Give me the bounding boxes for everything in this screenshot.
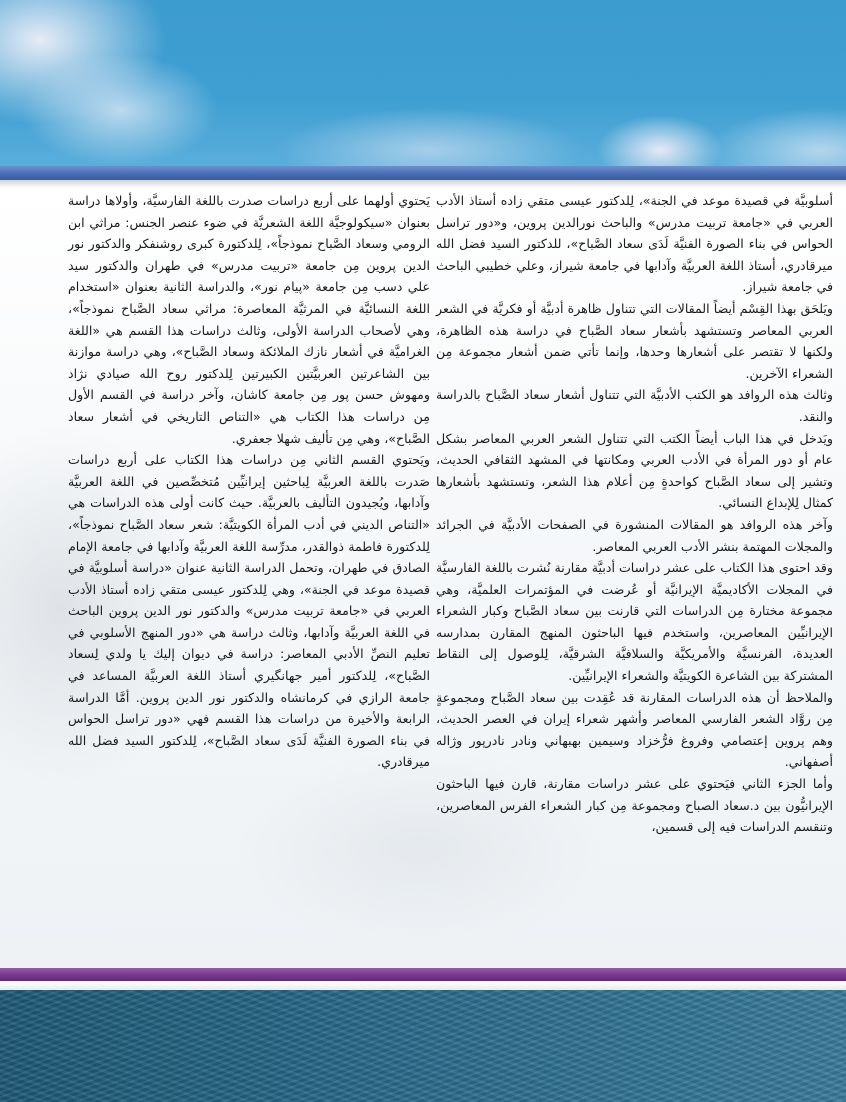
paragraph: والملاحظ أن هذه الدراسات المقارنة قد عُقِدت بين سعاد الصَّباح ومجموعةٍ مِن روَّاد الشعر الفارسي المعاصر وأشهر شعراء إيران في العصر الحديث، وهم پروين إعتصامي وفروغ فرُّخزاد وسيمين بهبهاني ونادر نادرپور وژاله أصفهاني. <box>436 689 833 770</box>
article-column-left <box>68 190 430 773</box>
paragraph: ويَلحَق بهذا القِسْم أيضاً المقالات التي تتناول ظاهرة أدبيَّة أو فكريَّة في الشعر العربي المعاصر وتستشهد بأشعار سعاد الصَّباح في دراسة هذه الظاهرة، ولكنها لا تقتصر على أشعارها وحدها، وإنما تأتي ضمن أشعار مجموعة مِن الشعراء الآخرين. <box>436 300 833 381</box>
paragraph: وآخر هذه الروافد هو المقالات المنشورة في الصفحات الأدبيَّة في الجرائد والمجلات المهتمة بنشر الأدب العربي المعاصر. <box>436 516 833 554</box>
paragraph: وقد احتوى هذا الكتاب على عشر دراسات أدبيَّة مقارنة نُشرت باللغة الفارسيَّة في المجلات الأكاديميَّة الإيرانيَّة أو عُرضت في المؤتمرات العلميَّة، وهي مجموعة مختارة مِن الدراسات التي قارنت بين سعاد الصَّباح وكبار الشعراء الإيرانيِّين المعاصرين، واستخدم فيها الباحثون المنهج المقارن بمدارسه العديدة، الفرنسيَّة والأمريكيَّة والسلافيَّة الشرقيَّة، لِلوصول إلى النقاط المشتركة بين الشاعرة الكويتيَّة والشعراء الإيرانيِّين. <box>436 560 833 684</box>
sea-footer-image <box>0 990 846 1102</box>
top-band-shadow <box>0 180 846 188</box>
paragraph: وثالث هذه الروافد هو الكتب الأدبيَّة التي تتناول أشعار سعاد الصَّباح بالدراسة والنقد. <box>436 387 833 424</box>
paragraph: ويَحتوي القسم الثاني مِن دراسات هذا الكتاب على أربع دراسات صَدرت باللغة العربيَّة لِباحثين إيرانيِّين مُتخصِّصين في اللغة العربيَّة وآدابها، ويُجيدون التأليف بالعربيَّة. حيث كانت أولى هذه الدراسات هي «التناص الديني في أدب المرأة الكويتيَّة: شعر سعاد الصَّباح نموذجاً»، لِلدكتورة فاطمة ذوالقدر، مدرِّسة اللغة العربيَّة وآدابها في جامعة الإمام الصادق في طهران، وتحمل الدراسة الثانية عنوان «دراسة أسلوبيَّة في قصيدة موعد في الجنة»، وهي لِلدكتور عيسى متقي زاده أستاذ الأدب العربي في «جامعة تربيت مدرس» والدكتور نور الدين پروين الباحث في اللغة العربيَّة وآدابها، وثالث دراسة هي «دور المنهج الأسلوبي في تعليم النصِّ الأدبي المعاصر: دراسة في ديوان إليك يا ولدي لِسعاد الصَّباح»، لِلدكتور أمير جهانگيري أستاذ اللغة العربيَّة المساعد في جامعة الرازي في كرمانشاه والدكتور نور الدين پروين. أمَّا الدراسة الرابعة والأخيرة من دراسات هذا القسم فهي «دور تراسل الحواس في بناء الصورة الفنيَّة لَدَى سعاد الصَّباح»، لِلدكتور السيد فضل الله ميرقادري. <box>68 452 430 770</box>
article-body <box>0 188 846 968</box>
paragraph: ويَدخل في هذا الباب أيضاً الكتب التي تتناول الشعر العربي المعاصر بشكل عام أو دور المرأة في الأدب العربي ومكانتها في المشهد الثقافي الحديث، وتشير إلى سعاد الصَّباح كواحدةٍ مِن أعلام هذا الشعر، وتستشهد بأشعارها كمثال لِلإبداع النسائي. <box>436 430 833 511</box>
article-column-right <box>436 190 833 838</box>
paragraph: يَحتوي أولهما على أربع دراسات صدرت باللغة الفارسيَّة، وأولاها دراسة بعنوان «سيكولوجيَّة اللغة الشعريَّة في ضوء عنصر الجنس: مراثي ابن الرومي وسعاد الصَّباح نموذجاً»، لِلدكتورة كبرى روشنفكر والدكتور نور الدين پروين مِن جامعة «تربيت مدرس» في طهران والدكتور سيد علي دسب مِن جامعة «پيام نور»، والدراسة الثانية بعنوان «استخدام اللغة النسائيَّة في المرثيَّة المعاصرة: مراثي سعاد الصَّباح نموذجاً»، وهي لأصحاب الدراسة الأولى، وثالث دراسات هذا القسم هي «اللغة الغراميَّة في أشعار نازك الملائكة وسعاد الصَّباح»، وهي دراسة موازنة بين الشاعرتين العربيَّتين الكبيرتين لِلدكتور روح الله صيادي نژاد ومهوش حسن پور مِن جامعة كاشان، وآخر دراسة في القسم الأول مِن دراسات هذا الكتاب هي «التناص التاريخي في أشعار سعاد الصَّباح»، وهي مِن تأليف شهلا جعفري. <box>68 193 430 446</box>
bottom-decorative-band <box>0 968 846 981</box>
bottom-band-separator <box>0 981 846 990</box>
paragraph: أسلوبيَّة في قصيدة موعد في الجنة»، لِلدكتور عيسى متقي زاده أستاذ الأدب العربي في «جامعة تربيت مدرس» والباحث نورالدين پروين، و«دور تراسل الحواس في بناء الصورة الفنيَّة لَدَى سعاد الصَّباح»، للدكتور السيد فضل الله ميرقادري، أستاذ اللغة العربيَّة وآدابها في جامعة شيراز، وعلي خطيبي الباحث في جامعة شيراز. <box>436 193 833 295</box>
paragraph: وأما الجزء الثاني فيَحتوي على عشر دراسات مقارنة، قارن فيها الباحثون الإيرانيُّون بين د.سعاد الصباح ومجموعة مِن كبار الشعراء الفرس المعاصرين، وتنقسم الدراسات فيه إلى قسمين، <box>436 776 833 835</box>
top-decorative-band <box>0 166 846 180</box>
sky-header-image <box>0 0 846 166</box>
